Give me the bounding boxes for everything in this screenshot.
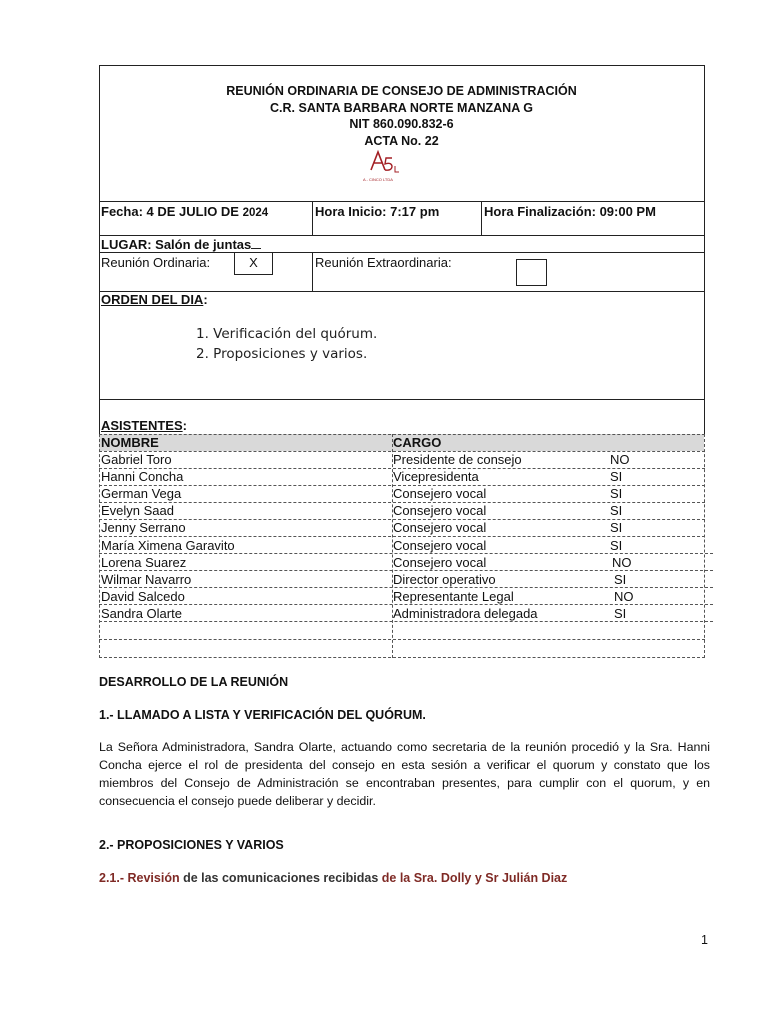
section-2-1-middle: de las comunicaciones recibidas (179, 871, 382, 885)
reunion-extraordinaria-label: Reunión Extraordinaria: (315, 255, 452, 270)
fecha-field (101, 204, 268, 219)
asistente-nombre: Hanni Concha (101, 469, 184, 485)
asistente-nombre: Sandra Olarte (101, 605, 182, 621)
page-number: 1 (701, 933, 708, 947)
orden-list (196, 324, 377, 364)
asistente-asistencia: SI (610, 486, 623, 502)
asistente-asistencia: SI (614, 571, 627, 587)
fecha-label: Fecha: 4 DE JULIO DE (101, 204, 239, 219)
asistente-nombre: German Vega (101, 486, 182, 502)
section-1-title: 1.- LLAMADO A LISTA Y VERIFICACIÓN DEL QUÓRUM. (99, 708, 426, 722)
asistente-cargo: Consejero vocal (393, 554, 487, 570)
asistente-cargo: Consejero vocal (393, 537, 487, 553)
hora-inicio: Hora Inicio: 7:17 pm (315, 204, 440, 219)
asistente-cargo: Consejero vocal (393, 520, 487, 536)
header-title: REUNIÓN ORDINARIA DE CONSEJO DE ADMINISTRACIÓN (226, 84, 577, 98)
logo-caption: A - CINCO LTDA (363, 177, 393, 182)
asistente-cargo: Administradora delegada (393, 605, 538, 621)
section-2-title: 2.- PROPOSICIONES Y VARIOS (99, 838, 284, 852)
asistente-cargo: Presidente de consejo (393, 452, 522, 467)
orden-item: 1. Verificación del quórum. (196, 326, 378, 342)
asistentes-title-text: ASISTENTES (101, 418, 183, 433)
reunion-extraordinaria-checkbox[interactable] (516, 259, 547, 286)
asistente-asistencia: SI (614, 605, 627, 621)
asistente-asistencia: SI (610, 537, 623, 553)
asistente-asistencia: SI (610, 469, 623, 485)
section-2-1-prefix: 2.1.- Revisión (99, 871, 180, 885)
asistente-asistencia: SI (610, 520, 623, 536)
reunion-ordinaria-label: Reunión Ordinaria: (101, 255, 211, 270)
asistente-asistencia: NO (614, 588, 634, 604)
lugar (101, 237, 261, 252)
asistente-nombre: Wilmar Navarro (101, 571, 192, 587)
asistente-cargo: Vicepresidenta (393, 469, 479, 485)
lugar-text: LUGAR: Salón de juntas (101, 237, 252, 252)
asistente-nombre: David Salcedo (101, 588, 185, 604)
desarrollo-title: DESARROLLO DE LA REUNIÓN (99, 675, 289, 689)
asistente-cargo: Consejero vocal (393, 503, 487, 519)
orden-title-text: ORDEN DEL DIA (101, 292, 204, 307)
asistente-cargo: Representante Legal (393, 588, 514, 604)
header-nit: NIT 860.090.832-6 (349, 117, 454, 131)
col-header-cargo: CARGO (393, 435, 442, 450)
asistente-cargo: Consejero vocal (393, 486, 487, 502)
hora-finalizacion: Hora Finalización: 09:00 PM (484, 204, 656, 219)
asistente-nombre: Lorena Suarez (101, 554, 187, 570)
col-header-nombre: NOMBRE (101, 435, 159, 450)
asistente-nombre: Jenny Serrano (101, 520, 186, 536)
asistentes-title (101, 418, 187, 433)
asistente-cargo: Director operativo (393, 571, 496, 587)
asistente-nombre: Gabriel Toro (101, 452, 172, 467)
orden-del-dia-title (101, 292, 208, 307)
reunion-ordinaria-mark: X (249, 255, 258, 270)
asistentes-colon: : (182, 418, 187, 433)
orden-item: 2. Proposiciones y varios. (196, 346, 368, 362)
header-entity: C.R. SANTA BARBARA NORTE MANZANA G (270, 100, 533, 115)
company-logo (365, 148, 405, 184)
reunion-ordinaria-checkbox[interactable] (234, 252, 273, 275)
header-acta: ACTA No. 22 (364, 133, 439, 148)
section-2-1-title (99, 871, 567, 885)
asistente-asistencia: SI (610, 503, 623, 519)
asistente-asistencia: NO (610, 452, 630, 467)
asistente-nombre: María Ximena Garavito (101, 537, 235, 553)
section-1-paragraph: La Señora Administradora, Sandra Olarte, actuando como secretaria de la reunión procedió y la Sra. Hanni Concha ejerce el rol de presidenta del consejo en esta sesión a verificar el quorum y constato que los miembros del Consejo de Administración se encontraban presentes, para cumplir con el quorum, y en consecuencia el consejo puede deliberar y decidir. (99, 740, 710, 808)
asistente-nombre: Evelyn Saad (101, 503, 174, 519)
asistente-asistencia: NO (612, 554, 632, 570)
document-header (99, 65, 704, 149)
section-2-1-suffix: de la Sra. Dolly y Sr Julián Diaz (381, 871, 568, 885)
orden-colon: : (203, 292, 208, 307)
fecha-year: 2024 (242, 207, 269, 219)
